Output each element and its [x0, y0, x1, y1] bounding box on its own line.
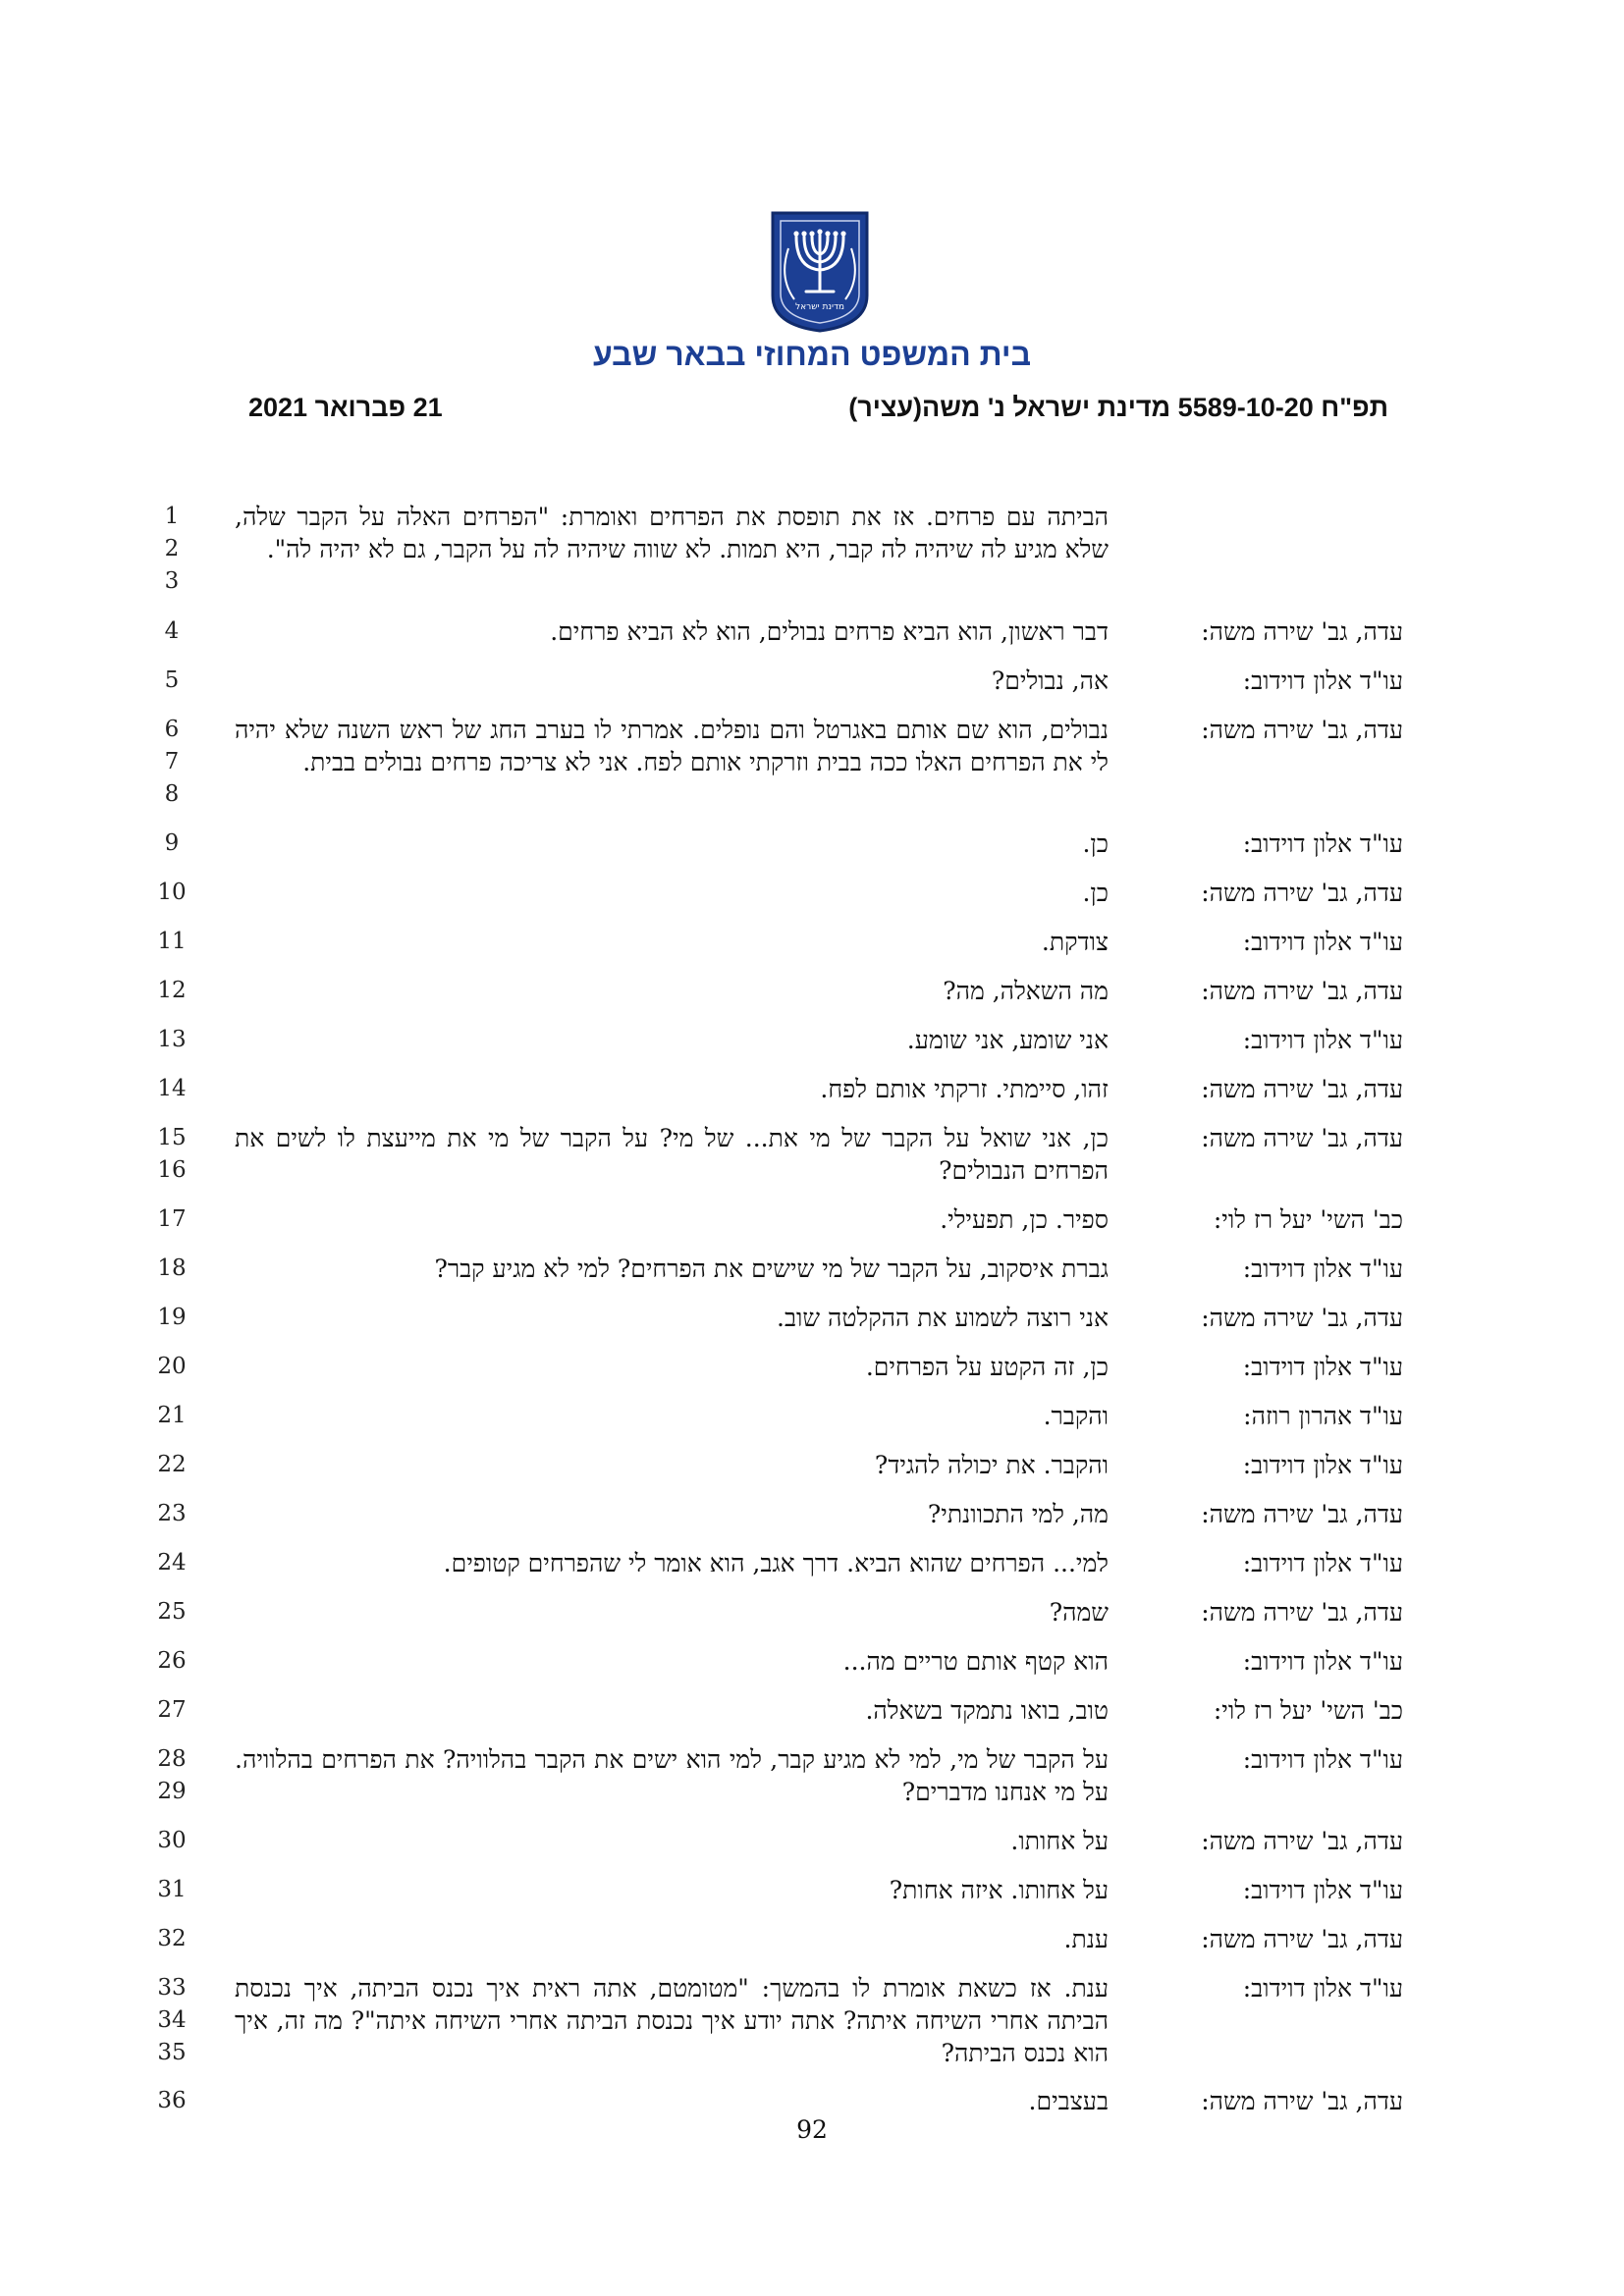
- speaker-label: עדה, גב' שירה משה:: [1201, 1075, 1403, 1103]
- speech-text: כן, זה הקטע על הפרחים.: [865, 1353, 1109, 1381]
- speech-text: ספיר. כן, תפעילי.: [940, 1205, 1109, 1234]
- speaker-label: עדה, גב' שירה משה:: [1201, 1500, 1403, 1528]
- line-number: 17: [157, 1206, 187, 1232]
- speaker-label: עדה, גב' שירה משה:: [1201, 716, 1403, 744]
- speaker-label: עדה, גב' שירה משה:: [1201, 1598, 1403, 1627]
- line-numbers: [147, 1547, 196, 1579]
- line-numbers: [147, 926, 196, 958]
- line-numbers: [147, 1302, 196, 1334]
- speech-text: כן.: [1082, 829, 1109, 858]
- line-number: 28: [157, 1746, 187, 1772]
- speaker-label: כב' השי' יעל רז לוי:: [1213, 1205, 1403, 1234]
- speaker-label: עו"ד אלון דוידוב:: [1242, 1876, 1403, 1904]
- line-number: 22: [157, 1452, 187, 1477]
- line-number: 6: [164, 717, 180, 742]
- line-numbers: [147, 1923, 196, 1955]
- line-number: 12: [157, 978, 187, 1003]
- line-number: 15: [157, 1125, 187, 1150]
- line-number: 1: [164, 504, 180, 529]
- line-number: 34: [157, 2007, 187, 2033]
- speaker-label: עדה, גב' שירה משה:: [1201, 879, 1403, 907]
- speaker-label: עו"ד אלון דוידוב:: [1242, 1255, 1403, 1283]
- speech-text: מה השאלה, מה?: [943, 977, 1109, 1005]
- speech-text: גברת איסקוב, על הקבר של מי שישים את הפרחים? למי לא מגיע קבר?: [434, 1255, 1109, 1283]
- line-numbers: [147, 1253, 196, 1285]
- speaker-label: עו"ד אלון דוידוב:: [1242, 829, 1403, 858]
- line-number: 18: [157, 1255, 187, 1281]
- speaker-label: עדה, גב' שירה משה:: [1201, 1304, 1403, 1332]
- svg-text:מדינת ישראל: מדינת ישראל: [794, 302, 845, 312]
- speech-text: מה, למי התכוונתי?: [927, 1500, 1109, 1528]
- line-numbers: [147, 1825, 196, 1857]
- line-number: 19: [157, 1305, 187, 1330]
- speaker-label: עו"ד אלון דוידוב:: [1242, 1353, 1403, 1381]
- line-number: 21: [157, 1403, 187, 1428]
- line-number: 4: [164, 618, 180, 644]
- speaker-label: עדה, גב' שירה משה:: [1201, 2087, 1403, 2115]
- line-number: 25: [157, 1599, 187, 1625]
- line-number: 23: [157, 1501, 187, 1526]
- line-number: 27: [157, 1697, 187, 1723]
- line-number: 5: [164, 667, 180, 693]
- speech-text: הביתה עם פרחים. אז את תופסת את הפרחים ואומרת: "הפרחים האלה על הקבר שלה, שלא מגיע לה שיהיה לה קבר, היא תמות. לא שווה שיהיה לה על הקבר, גם לא יהיה לה".: [235, 503, 1109, 563]
- speech-text: כן.: [1082, 879, 1109, 907]
- hearing-date: 21 פברואר 2021: [248, 393, 443, 422]
- line-numbers: [147, 1203, 196, 1236]
- line-numbers: [147, 1874, 196, 1906]
- speaker-label: עו"ד אלון דוידוב:: [1242, 1647, 1403, 1676]
- line-numbers: [147, 1122, 196, 1187]
- state-emblem-icon: [767, 209, 873, 335]
- speech-text: נבולים, הוא שם אותם באגרטל והם נופלים. אמרתי לו בערב החג של ראש השנה שלא יהיה לי את הפרחים האלו ככה בבית וזרקתי אותם לפח. אני לא צריכה פרחים נבולים בבית.: [235, 716, 1109, 776]
- line-numbers: [147, 1024, 196, 1056]
- speech-text: על אחותו. איזה אחות?: [889, 1876, 1109, 1904]
- speech-text: ענת.: [1063, 1925, 1109, 1953]
- speaker-label: עו"ד אלון דוידוב:: [1242, 667, 1403, 695]
- speaker-label: עו"ד אלון דוידוב:: [1242, 1745, 1403, 1774]
- speaker-label: עדה, גב' שירה משה:: [1201, 977, 1403, 1005]
- speaker-label: עו"ד אהרון רוזה:: [1243, 1402, 1403, 1430]
- speech-text: הוא קטף אותם טריים מה...: [842, 1647, 1109, 1676]
- line-numbers: [147, 975, 196, 1007]
- line-numbers: [147, 1498, 196, 1530]
- speech-text: זהו, סיימתי. זרקתי אותם לפח.: [820, 1075, 1109, 1103]
- speech-text: שמה?: [1049, 1598, 1109, 1627]
- court-name: בית המשפט המחוזי בבאר שבע: [592, 337, 1032, 372]
- line-numbers: [147, 665, 196, 697]
- line-number: 11: [157, 929, 187, 954]
- speech-text: אני רוצה לשמוע את ההקלטה שוב.: [777, 1304, 1109, 1332]
- line-number: 3: [164, 568, 180, 594]
- line-numbers: [147, 1645, 196, 1678]
- line-numbers: [147, 1351, 196, 1383]
- line-numbers: [147, 1743, 196, 1808]
- line-number: 8: [164, 781, 180, 807]
- line-number: 30: [157, 1828, 187, 1853]
- speaker-label: עדה, גב' שירה משה:: [1201, 617, 1403, 646]
- line-number: 2: [164, 536, 180, 561]
- speaker-label: עו"ד אלון דוידוב:: [1242, 1549, 1403, 1577]
- line-number: 35: [157, 2040, 187, 2065]
- speech-text: והקבר.: [1043, 1402, 1109, 1430]
- speech-text: אה, נבולים?: [991, 667, 1109, 695]
- speech-text: טוב, בואו נתמקד בשאלה.: [865, 1696, 1109, 1725]
- line-number: 13: [157, 1027, 187, 1052]
- line-numbers: [147, 501, 196, 598]
- line-numbers: [147, 1400, 196, 1432]
- line-number: 9: [164, 830, 180, 856]
- speaker-label: עו"ד אלון דוידוב:: [1242, 1026, 1403, 1054]
- line-numbers: [147, 1694, 196, 1727]
- line-numbers: [147, 1073, 196, 1105]
- speech-text: ענת. אז כשאת אומרת לו בהמשך: "מטומטם, אתה ראית איך נכנס הביתה, איך נכנסת הביתה אחרי השיחה איתה? אתה יודע איך נכנסת הביתה אחרי השיחה איתה"? מה זה, איך הוא נכנס הביתה?: [235, 1974, 1109, 2067]
- line-numbers: [147, 1972, 196, 2069]
- page-number: 92: [796, 2115, 828, 2144]
- line-numbers: [147, 615, 196, 648]
- line-number: 20: [157, 1354, 187, 1379]
- line-numbers: [147, 828, 196, 860]
- line-number: 16: [157, 1157, 187, 1183]
- line-numbers: [147, 714, 196, 811]
- speaker-label: כב' השי' יעל רז לוי:: [1213, 1696, 1403, 1725]
- speaker-label: עדה, גב' שירה משה:: [1201, 1827, 1403, 1855]
- speech-text: על אחותו.: [1010, 1827, 1109, 1855]
- speech-text: על הקבר של מי, למי לא מגיע קבר, למי הוא ישים את הקבר בהלוויה? את הפרחים בהלוויה. על מי אנחנו מדברים?: [235, 1745, 1109, 1806]
- speaker-label: עדה, גב' שירה משה:: [1201, 1124, 1403, 1152]
- speaker-label: עו"ד אלון דוידוב:: [1242, 1974, 1403, 2002]
- line-numbers: [147, 2085, 196, 2117]
- line-number: 33: [157, 1975, 187, 2001]
- line-number: 24: [157, 1550, 187, 1575]
- speech-text: למי... הפרחים שהוא הביא. דרך אגב, הוא אומר לי שהפרחים קטופים.: [443, 1549, 1109, 1577]
- speech-text: והקבר. את יכולה להגיד?: [874, 1451, 1109, 1479]
- speaker-label: עו"ד אלון דוידוב:: [1242, 1451, 1403, 1479]
- speech-text: דבר ראשון, הוא הביא פרחים נבולים, הוא לא הביא פרחים.: [550, 617, 1109, 646]
- line-number: 10: [157, 880, 187, 905]
- line-number: 32: [157, 1926, 187, 1951]
- speaker-label: עו"ד אלון דוידוב:: [1242, 928, 1403, 956]
- case-title: תפ"ח 5589-10-20 מדינת ישראל נ' משה(עציר): [848, 393, 1388, 422]
- line-numbers: [147, 1596, 196, 1629]
- speech-text: כן, אני שואל על הקבר של מי את... של מי? על הקבר של מי את מייעצת לו לשים את הפרחים הנבולים?: [235, 1124, 1109, 1185]
- line-number: 7: [164, 749, 180, 774]
- speech-text: צודקת.: [1041, 928, 1109, 956]
- line-number: 36: [157, 2088, 187, 2113]
- line-number: 14: [157, 1076, 187, 1101]
- line-numbers: [147, 877, 196, 909]
- line-numbers: [147, 1449, 196, 1481]
- line-number: 31: [157, 1877, 187, 1902]
- line-number: 29: [157, 1779, 187, 1804]
- line-number: 26: [157, 1648, 187, 1674]
- speech-text: אני שומע, אני שומע.: [906, 1026, 1109, 1054]
- speaker-label: עדה, גב' שירה משה:: [1201, 1925, 1403, 1953]
- speech-text: בעצבים.: [1028, 2087, 1109, 2115]
